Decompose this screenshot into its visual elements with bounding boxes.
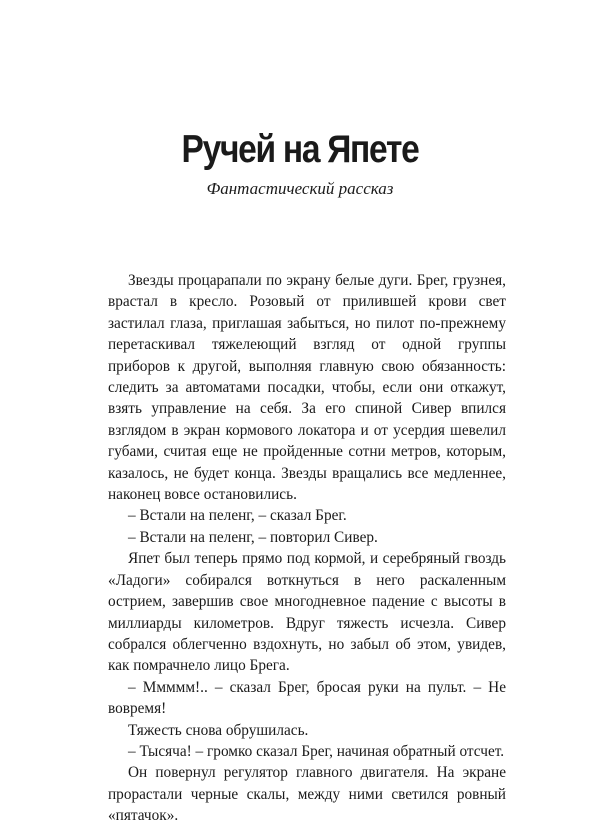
paragraph: Звезды процарапали по экрану белые дуги. Брег, грузнея, врастал в кресло. Розовый от прилившей крови свет застилал глаза, приглашая забыться, но пилот по-прежнему перетаскивал тяжелеющий взгляд от одной группы приборов к другой, выполняя главную свою обязанность: следить за автоматами посадки, чтобы, если они откажут, взять управление на себя. За его спиной Сивер впился взглядом в экран кормового локатора и от усердия шевелил губами, считая еще не пройденные сотни метров, которым, казалось, не будет конца. Звезды вращались все медленнее, наконец вовсе остановились. bbox=[108, 272, 506, 504]
paragraph: Япет был теперь прямо под кормой, и серебряный гвоздь «Ладоги» собирался воткнуться в него раскаленным острием, завершив свое многодневное падение с высоты в миллиарды километров. Вдруг тяжесть исчезла. Сивер собрался облегченно вздохнуть, но забыл об этом, увидев, как помрачнело лицо Брега. bbox=[108, 550, 506, 675]
paragraph: – Тысяча! – громко сказал Брег, начиная обратный отсчет. bbox=[128, 742, 505, 760]
paragraph: – Встали на пеленг, – повторил Сивер. bbox=[128, 528, 378, 546]
story-subtitle: Фантастический рассказ bbox=[206, 179, 394, 198]
paragraph: – Встали на пеленг, – сказал Брег. bbox=[128, 507, 347, 525]
paragraph: Тяжесть снова обрушилась. bbox=[128, 721, 309, 739]
paragraph: – Ммммм!.. – сказал Брег, бросая руки на пульт. – Не вовремя! bbox=[108, 678, 506, 718]
paragraph: Он повернул регулятор главного двигателя. На экране прорастали черные скалы, между ними светился ровный «пятачок». bbox=[108, 764, 506, 825]
story-body bbox=[108, 270, 506, 827]
story-title: Ручей на Япете bbox=[181, 128, 419, 171]
